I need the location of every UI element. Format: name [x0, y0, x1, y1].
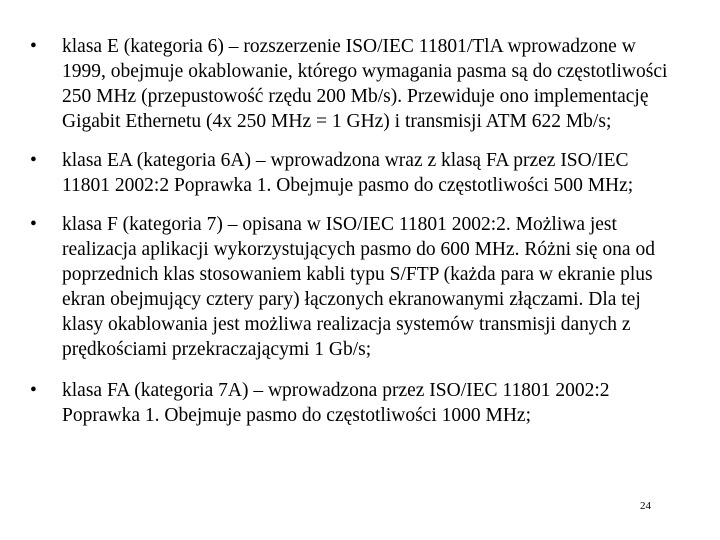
bullet-item-class-ea [30, 148, 670, 198]
bullet-text: klasa E (kategoria 6) – rozszerzenie ISO/IEC 11801/TlA wprowadzone w 1999, obejmuje okablowanie, którego wymagania pasma są do częstotliwości 250 MHz (przepustowość rzędu 200 Mb/s). Przewiduje ono implementację Gigabit Ethernetu (4x 250 MHz = 1 GHz) i transmisji ATM 622 Mb/s; [62, 36, 668, 132]
page-number: 24 [640, 500, 651, 512]
bullet-text: klasa FA (kategoria 7A) – wprowadzona przez ISO/IEC 11801 2002:2 Poprawka 1. Obejmuje pasmo do częstotliwości 1000 MHz; [62, 380, 610, 426]
bullet-text: klasa F (kategoria 7) – opisana w ISO/IEC 11801 2002:2. Możliwa jest realizacja aplikacji wykorzystujących pasmo do 600 MHz. Różni się ona od poprzednich klas stosowaniem kabli typu S/FTP (każda para w ekranie plus ekran obejmujący cztery pary) łączonych ekranowanymi złączami. Dla tej klasy okablowania jest możliwa realizacja systemów transmisji danych z prędkościami przekraczającymi 1 Gb/s; [62, 214, 655, 360]
bullet-dot-icon: • [30, 380, 37, 401]
bullet-item-class-e [30, 34, 670, 134]
bullet-list [30, 34, 670, 442]
bullet-dot-icon: • [30, 36, 37, 57]
bullet-item-class-fa [30, 378, 670, 428]
bullet-item-class-f [30, 212, 670, 362]
bullet-dot-icon: • [30, 214, 37, 235]
bullet-text: klasa EA (kategoria 6A) – wprowadzona wraz z klasą FA przez ISO/IEC 11801 2002:2 Poprawka 1. Obejmuje pasmo do częstotliwości 500 MHz; [62, 150, 634, 196]
bullet-dot-icon: • [30, 150, 37, 171]
